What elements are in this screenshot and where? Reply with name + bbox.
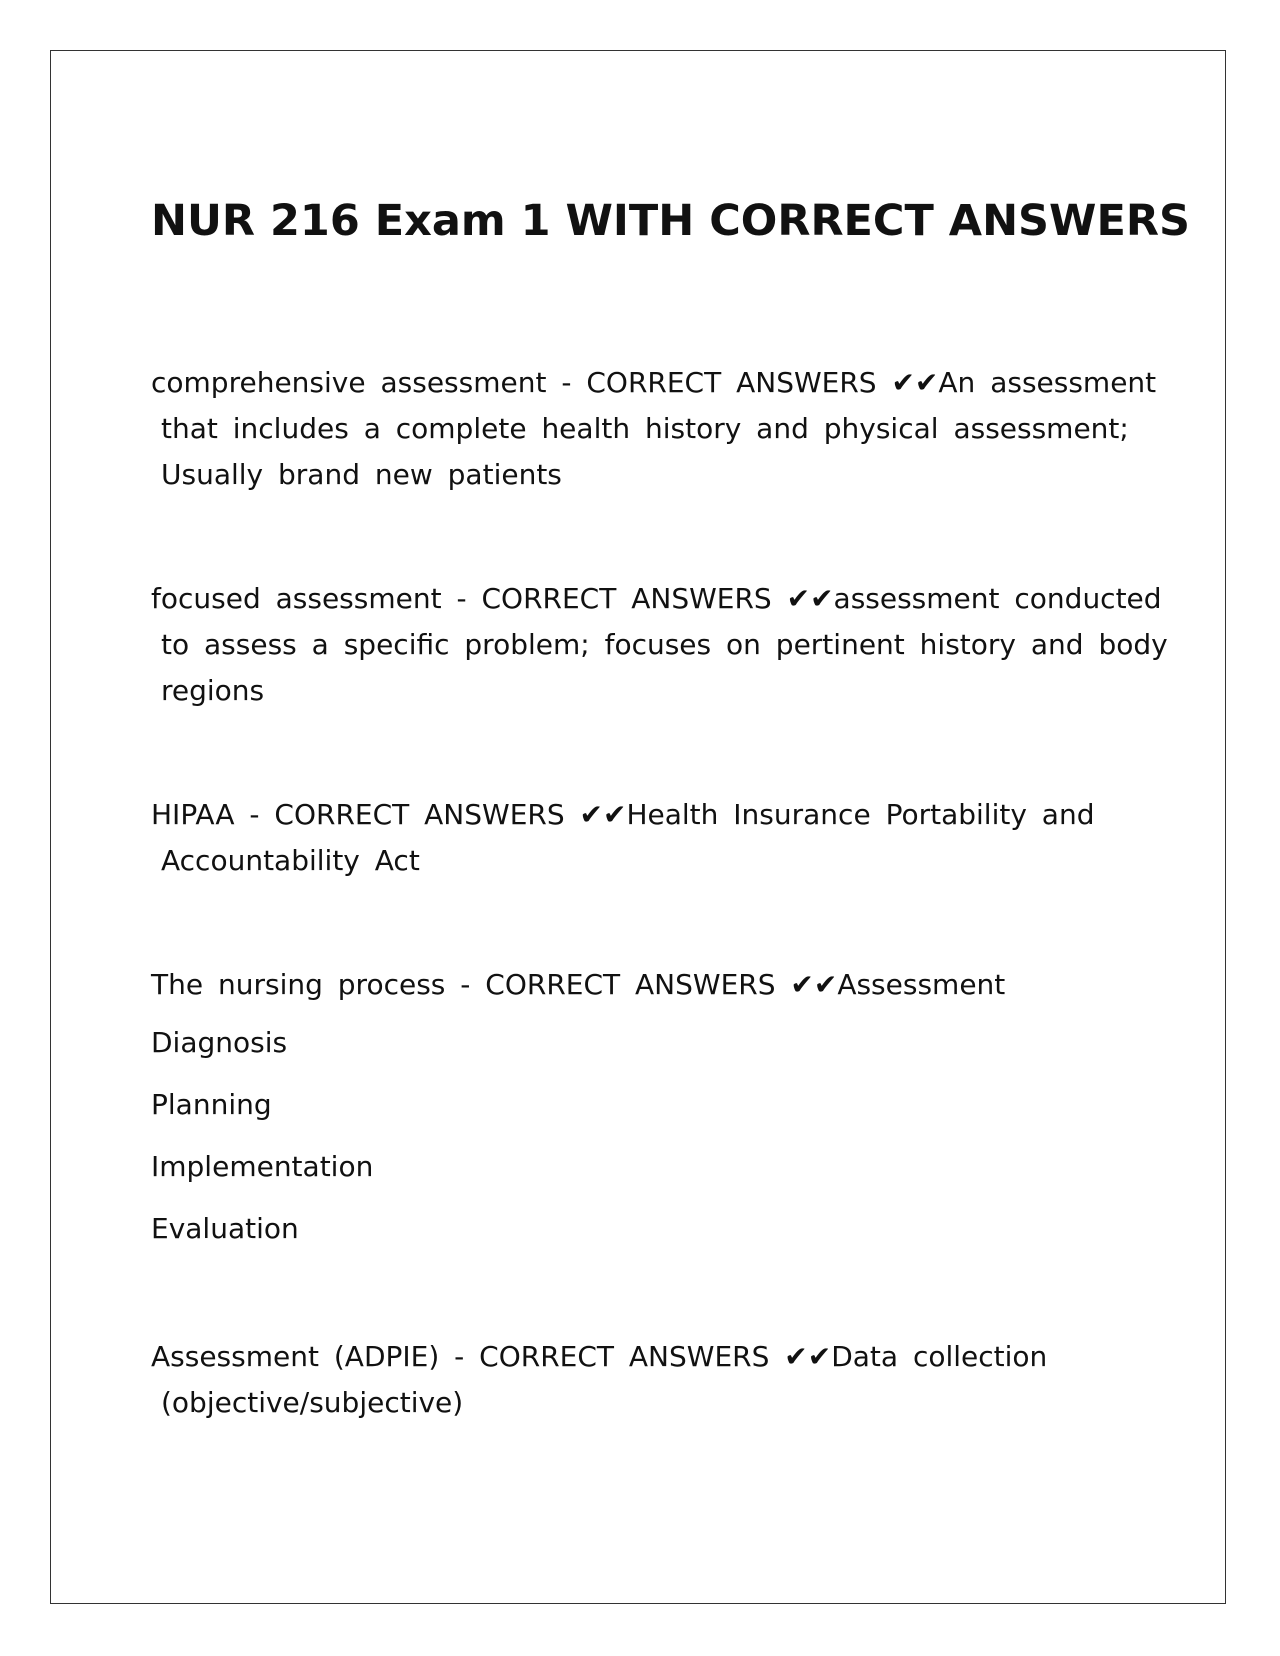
entry-line: that includes a complete health history and physical assessment; xyxy=(161,411,1129,445)
document-page xyxy=(50,50,1226,1604)
document-title: NUR 216 Exam 1 WITH CORRECT ANSWERS xyxy=(151,196,1190,246)
entry-line: Usually brand new patients xyxy=(161,457,562,491)
entry-line: Accountability Act xyxy=(161,843,420,877)
qa-entry-hipaa xyxy=(151,792,1181,884)
list-item: Evaluation xyxy=(151,1211,299,1245)
entry-line: (objective/subjective) xyxy=(161,1385,464,1419)
entry-line: to assess a specific problem; focuses on pertinent history and body xyxy=(161,627,1168,661)
entry-line: The nursing process - CORRECT ANSWERS ✔✔Assessment xyxy=(151,967,1006,1001)
entry-line: focused assessment - CORRECT ANSWERS ✔✔assessment conducted xyxy=(151,581,1162,615)
entry-line: HIPAA - CORRECT ANSWERS ✔✔Health Insurance Portability and xyxy=(151,797,1095,831)
document-content xyxy=(151,196,1190,1426)
qa-entry-nursing-process xyxy=(151,962,1181,1260)
entry-line: Assessment (ADPIE) - CORRECT ANSWERS ✔✔Data collection xyxy=(151,1339,1048,1373)
qa-entry-comprehensive-assessment xyxy=(151,360,1181,498)
entry-line: regions xyxy=(161,673,265,707)
list-item: Planning xyxy=(151,1087,272,1121)
qa-entry-focused-assessment xyxy=(151,576,1181,714)
list-item: Diagnosis xyxy=(151,1025,288,1059)
entry-line: comprehensive assessment - CORRECT ANSWERS ✔✔An assessment xyxy=(151,365,1157,399)
qa-entry-assessment-adpie xyxy=(151,1334,1181,1426)
list-item: Implementation xyxy=(151,1149,374,1183)
